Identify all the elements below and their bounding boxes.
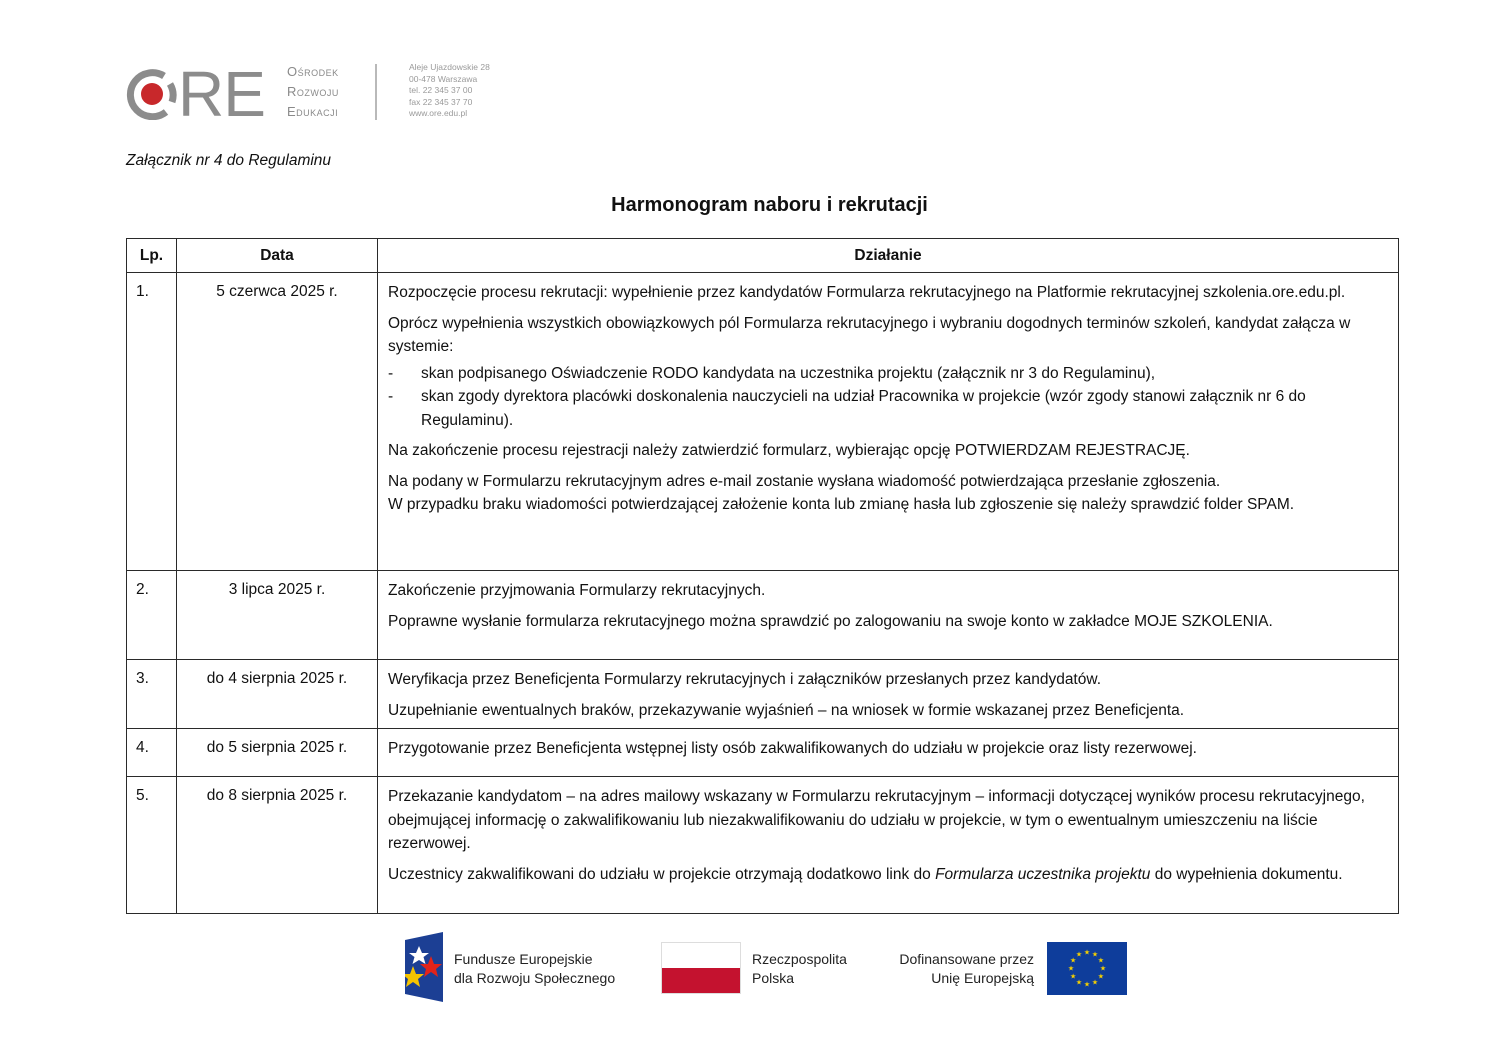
ore-logo-mark-icon xyxy=(126,68,176,118)
action-paragraph: Uzupełnianie ewentualnych braków, przekazywanie wyjaśnień – na wniosek w formie wskazanej przez Beneficjenta. xyxy=(388,701,1185,719)
action-paragraph: Oprócz wypełnienia wszystkich obowiązkowych pól Formularza rekrutacyjnego i wybraniu dogodnych terminów szkoleń, kandydat załącza w systemie: xyxy=(388,314,1351,355)
ore-logo xyxy=(126,58,265,130)
row-date: do 8 sierpnia 2025 r. xyxy=(177,777,378,914)
label-line: Dofinansowane przez xyxy=(899,951,1034,967)
institution-line: Ośrodek xyxy=(287,64,339,79)
address-line: fax 22 345 37 70 xyxy=(409,96,473,107)
row-date: 5 czerwca 2025 r. xyxy=(177,273,378,571)
action-paragraph: Przygotowanie przez Beneficjenta wstępnej listy osób zakwalifikowanych do udziału w projekcie oraz listy rezerwowej. xyxy=(388,740,1197,757)
action-paragraph: Przekazanie kandydatom – na adres mailowy wskazany w Formularzu rekrutacyjnym – informacji dotyczącej wyników procesu rekrutacyjnego, obejmującej informację o zakwalifikowaniu lub niezakwalifikowaniu do udziału w projekcie, w tym o ewentualnym umieszczeniu na liście rezerwowej. xyxy=(388,788,1365,852)
svg-text:★: ★ xyxy=(1067,964,1075,973)
label-line: Fundusze Europejskie xyxy=(454,951,593,967)
action-paragraph: Poprawne wysłanie formularza rekrutacyjnego można sprawdzić po zalogowaniu na swoje konto w zakładce MOJE SZKOLENIA. xyxy=(388,612,1273,630)
row-date: do 4 sierpnia 2025 r. xyxy=(177,660,378,729)
table-row xyxy=(127,777,1399,914)
svg-text:★: ★ xyxy=(1083,948,1091,957)
row-date: 3 lipca 2025 r. xyxy=(177,571,378,660)
row-number: 4. xyxy=(127,729,177,777)
address-line: 00-478 Warszawa xyxy=(409,73,478,84)
row-action xyxy=(378,273,1399,571)
svg-text:★: ★ xyxy=(1083,980,1091,989)
action-paragraph: Rozpoczęcie procesu rekrutacji: wypełnienie przez kandydatów Formularza rekrutacyjnego na Platformie rekrutacyjnej szkolenia.ore.edu.pl. xyxy=(388,284,1346,301)
table-row xyxy=(127,660,1399,729)
svg-text:★: ★ xyxy=(1075,950,1083,959)
action-paragraph: Weryfikacja przez Beneficjenta Formularzy rekrutacyjnych i załączników przesłanych przez kandydatów. xyxy=(388,671,1102,688)
row-number: 1. xyxy=(127,273,177,571)
row-action xyxy=(378,660,1399,729)
document-title: Harmonogram naboru i rekrutacji xyxy=(611,194,928,216)
institution-name xyxy=(287,62,339,122)
header-action: Działanie xyxy=(378,239,1399,273)
address-line: tel. 22 345 37 00 xyxy=(409,85,473,95)
row-action xyxy=(378,571,1399,660)
list-item-text: skan podpisanego Oświadczenie RODO kandydata na uczestnika projektu (załącznik nr 3 do Regulaminu), xyxy=(421,364,1156,382)
paragraph-text: do wypełnienia dokumentu. xyxy=(1150,865,1343,883)
svg-text:★: ★ xyxy=(1069,972,1077,981)
table-header-row xyxy=(127,239,1399,273)
eu-flag-icon xyxy=(1047,942,1127,995)
header-divider xyxy=(375,64,377,120)
label-line: Unię Europejską xyxy=(931,970,1034,986)
label-line: Polska xyxy=(752,970,795,986)
form-name-emphasis: Formularza uczestnika projektu xyxy=(935,865,1151,883)
action-paragraph: W przypadku braku wiadomości potwierdzającej założenie konta lub zmianę hasła lub zgłoszenie się należy sprawdzić folder SPAM. xyxy=(388,496,1295,513)
eu-cofunded-label xyxy=(899,950,1034,988)
institution-line: Rozwoju xyxy=(287,84,339,99)
header-date: Data xyxy=(177,239,378,273)
paragraph-text: Uczestnicy zakwalifikowani do udziału w projekcie otrzymają dodatkowo link do xyxy=(388,865,936,883)
svg-text:★: ★ xyxy=(1091,978,1099,987)
row-action xyxy=(378,729,1399,777)
republic-of-poland-label xyxy=(752,950,847,988)
action-paragraph xyxy=(388,863,1390,887)
row-date: do 5 sierpnia 2025 r. xyxy=(177,729,378,777)
svg-text:★: ★ xyxy=(1091,950,1099,959)
label-line: Rzeczpospolita xyxy=(752,951,847,967)
svg-text:★: ★ xyxy=(1097,956,1105,965)
attachments-list xyxy=(388,362,1390,433)
row-number: 3. xyxy=(127,660,177,729)
attachment-label: Załącznik nr 4 do Regulaminu xyxy=(126,152,332,169)
european-funds-label xyxy=(454,950,615,988)
table-row xyxy=(127,273,1399,571)
institution-line: Edukacji xyxy=(287,104,339,119)
institution-address xyxy=(409,62,490,120)
funding-logos-footer xyxy=(0,930,1497,1010)
label-line: dla Rozwoju Społecznego xyxy=(454,970,616,986)
address-line: www.ore.edu.pl xyxy=(409,108,468,118)
list-item xyxy=(388,362,1390,386)
table-row xyxy=(127,729,1399,777)
list-item xyxy=(388,385,1390,432)
dash-bullet-icon: - xyxy=(388,364,394,382)
row-number: 2. xyxy=(127,571,177,660)
header-lp: Lp. xyxy=(127,239,177,273)
row-number: 5. xyxy=(127,777,177,914)
dash-bullet-icon: - xyxy=(388,388,394,405)
address-line: Aleje Ujazdowskie 28 xyxy=(409,62,490,72)
svg-text:★: ★ xyxy=(1099,964,1107,973)
poland-flag-icon xyxy=(661,942,741,994)
ore-logo-letters: RE xyxy=(178,58,265,130)
table-row xyxy=(127,571,1399,660)
row-action xyxy=(378,777,1399,914)
list-item-text: skan zgody dyrektora placówki doskonalenia nauczycieli na udział Pracownika w projekcie (wzór zgody stanowi załącznik nr 6 do Regulaminu). xyxy=(421,388,1306,429)
european-funds-logo-icon xyxy=(405,932,443,1002)
action-paragraph: Zakończenie przyjmowania Formularzy rekrutacyjnych. xyxy=(388,582,766,599)
schedule-table xyxy=(126,238,1399,914)
svg-text:★: ★ xyxy=(1097,972,1105,981)
action-paragraph: Na zakończenie procesu rejestracji należy zatwierdzić formularz, wybierając opcję POTWIERDZAM REJESTRACJĘ. xyxy=(388,442,1190,459)
svg-text:★: ★ xyxy=(1075,978,1083,987)
svg-text:★: ★ xyxy=(1069,956,1077,965)
action-paragraph: Na podany w Formularzu rekrutacyjnym adres e-mail zostanie wysłana wiadomość potwierdzająca przesłanie zgłoszenia. xyxy=(388,472,1221,490)
